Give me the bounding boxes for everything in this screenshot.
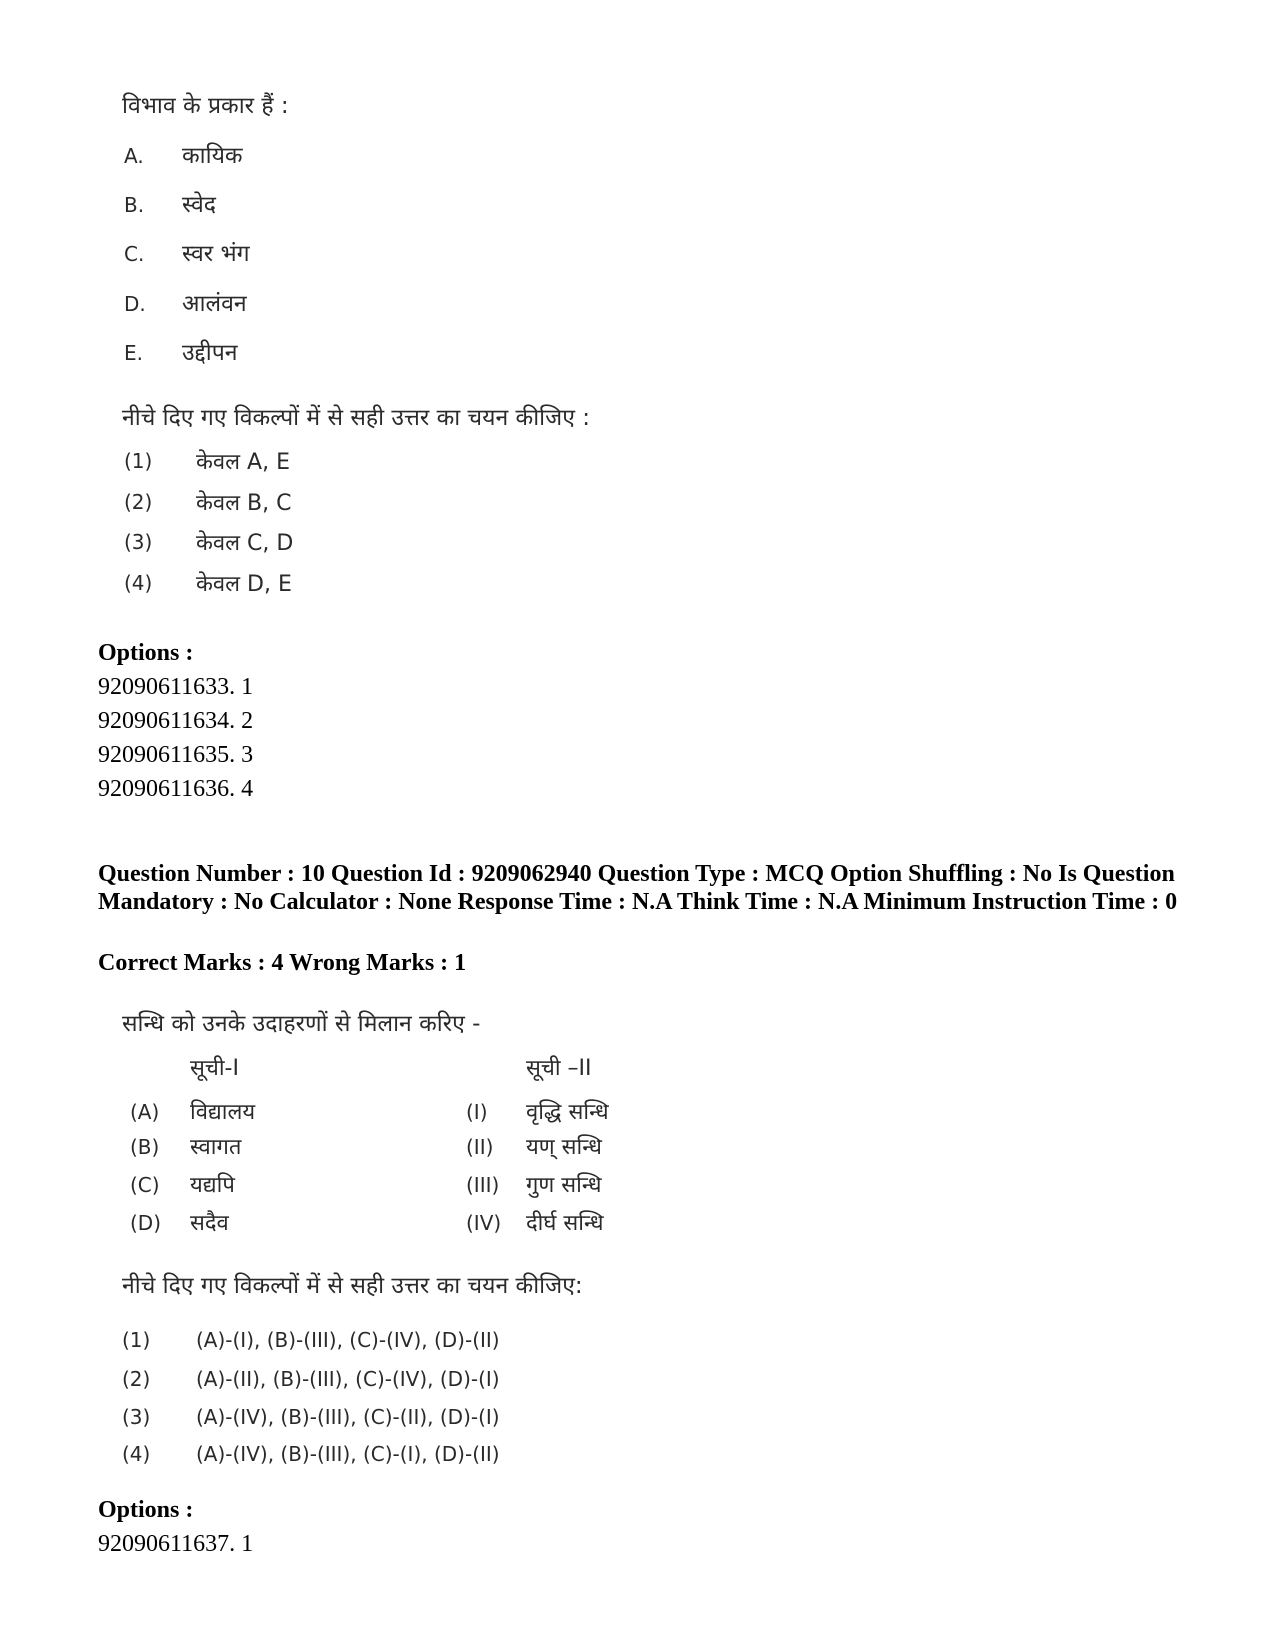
- q10-choice-text: (A)-(II), (B)-(III), (C)-(IV), (D)-(I): [196, 1367, 500, 1391]
- q9-item-letter: E.: [124, 341, 143, 365]
- q10-row-roman: (IV): [466, 1211, 502, 1235]
- q10-choice-number: (3): [122, 1405, 151, 1429]
- q9-options-heading: Options :: [98, 640, 194, 666]
- q10-instruction: नीचे दिए गए विकल्पों में से सही उत्तर का चयन कीजिए:: [122, 1273, 583, 1299]
- q9-instruction: नीचे दिए गए विकल्पों में से सही उत्तर का चयन कीजिए :: [122, 405, 590, 431]
- q10-row-roman: (I): [466, 1100, 488, 1124]
- q10-row-left: विद्यालय: [190, 1100, 256, 1125]
- q10-marks: Correct Marks : 4 Wrong Marks : 1: [98, 950, 467, 976]
- q10-row-letter: (B): [130, 1135, 160, 1159]
- q10-row-letter: (A): [130, 1100, 160, 1124]
- q9-option-line: 92090611636. 4: [98, 776, 254, 802]
- q10-choice-number: (1): [122, 1328, 151, 1352]
- q9-option-line: 92090611633. 1: [98, 674, 254, 700]
- q9-stem: विभाव के प्रकार हैं :: [122, 93, 289, 119]
- q9-item-text: आलंवन: [182, 291, 247, 317]
- q10-stem: सन्धि को उनके उदाहरणों से मिलान करिए -: [122, 1011, 481, 1037]
- q9-option-line: 92090611634. 2: [98, 708, 254, 734]
- q10-row-left: स्वागत: [190, 1135, 242, 1160]
- q9-choice-number: (1): [124, 449, 153, 473]
- q10-list1-heading: सूची-I: [190, 1056, 239, 1081]
- q10-choice-number: (4): [122, 1442, 151, 1466]
- q10-row-roman: (III): [466, 1173, 500, 1197]
- q10-option-line: 92090611637. 1: [98, 1531, 254, 1557]
- q9-choice-number: (4): [124, 571, 153, 595]
- q9-choice-text: केवल C, D: [196, 531, 294, 556]
- q9-item-letter: C.: [124, 242, 145, 266]
- q9-item-letter: D.: [124, 292, 146, 316]
- q9-choice-number: (3): [124, 530, 153, 554]
- q9-item-text: कायिक: [182, 143, 243, 169]
- q10-choice-text: (A)-(I), (B)-(III), (C)-(IV), (D)-(II): [196, 1328, 500, 1352]
- q10-meta: Question Number : 10 Question Id : 9209062940 Question Type : MCQ Option Shuffling : No Is Question Mandatory : No Calculator : None Response Time : N.A Think Time : N.A Minimum Instruction Time : 0: [98, 861, 1178, 915]
- q9-item-letter: A.: [124, 144, 144, 168]
- q9-item-text: स्वेद: [182, 192, 216, 218]
- q9-choice-number: (2): [124, 490, 153, 514]
- q9-option-line: 92090611635. 3: [98, 742, 254, 768]
- q9-item-text: उद्दीपन: [182, 340, 238, 366]
- q10-row-right: यण् सन्धि: [526, 1135, 602, 1160]
- q10-row-left: सदैव: [190, 1211, 229, 1236]
- q10-row-right: गुण सन्धि: [526, 1173, 602, 1198]
- q10-options-heading: Options :: [98, 1497, 194, 1523]
- q9-choice-text: केवल A, E: [196, 450, 290, 475]
- q10-choice-number: (2): [122, 1367, 151, 1391]
- q9-item-letter: B.: [124, 193, 145, 217]
- q9-choice-text: केवल D, E: [196, 572, 292, 597]
- q10-row-right: वृद्धि सन्धि: [526, 1100, 609, 1125]
- q9-choice-text: केवल B, C: [196, 491, 292, 516]
- q10-list2-heading: सूची –II: [526, 1056, 592, 1081]
- q10-row-letter: (D): [130, 1211, 162, 1235]
- q10-choice-text: (A)-(IV), (B)-(III), (C)-(II), (D)-(I): [196, 1405, 500, 1429]
- q10-row-letter: (C): [130, 1173, 160, 1197]
- q9-item-text: स्वर भंग: [182, 241, 250, 267]
- q10-row-right: दीर्घ सन्धि: [526, 1211, 604, 1236]
- q10-row-roman: (II): [466, 1135, 494, 1159]
- q10-row-left: यद्यपि: [190, 1173, 235, 1198]
- q10-choice-text: (A)-(IV), (B)-(III), (C)-(I), (D)-(II): [196, 1442, 500, 1466]
